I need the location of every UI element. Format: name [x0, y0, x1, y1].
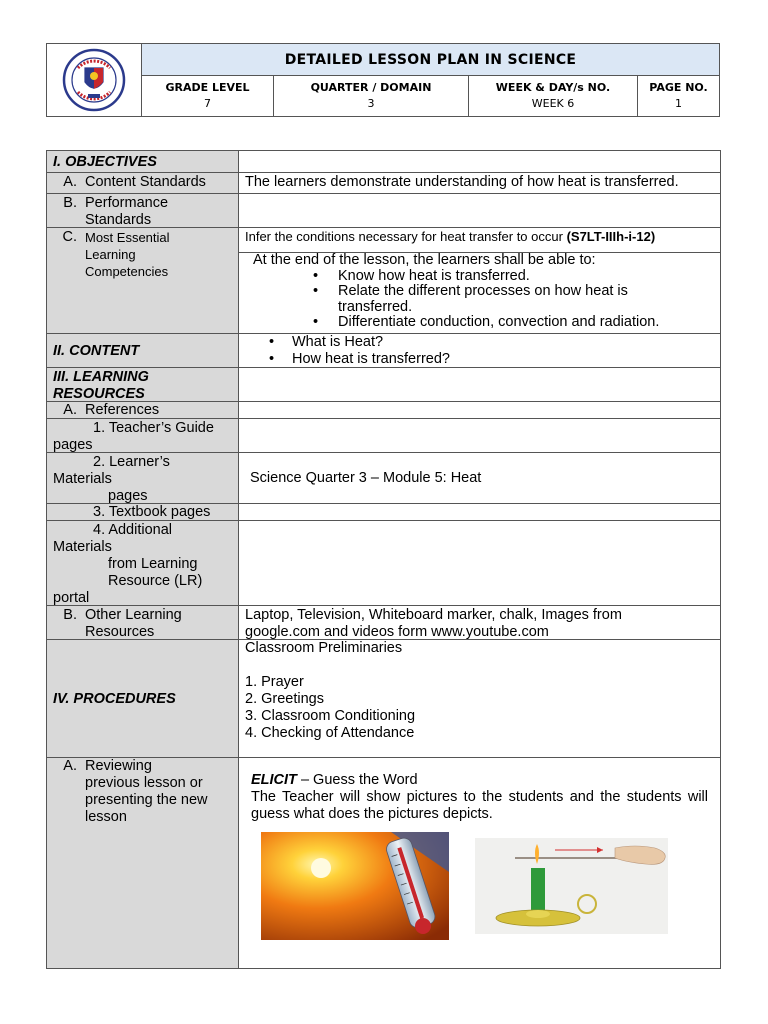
lesson-plan-header: [46, 43, 720, 117]
other-resources-label: Other Learning Resources: [85, 607, 182, 640]
additional-materials-row: [46, 521, 721, 606]
list-item: 1. Prayer: [245, 674, 304, 690]
other-resources-row: B. Other Learning Resources Laptop, Television, Whiteboard marker, chalk, Images from google.com and videos form www.youtube.com: [46, 606, 721, 640]
objectives-heading: I. OBJECTIVES: [47, 151, 239, 172]
deped-seal-icon: [58, 48, 130, 112]
candle-heating-rod-image: [475, 838, 668, 934]
objectives-row: [46, 150, 721, 173]
list-item: • How heat is transferred?: [269, 351, 450, 367]
elicit-text: The Teacher will show pictures to the students and the students will guess what does the pictures depicts.: [251, 789, 708, 822]
list-item: • Know how heat is transferred.: [313, 267, 530, 284]
learners-materials-value: Science Quarter 3 – Module 5: Heat: [250, 469, 482, 486]
procedures-row: [46, 640, 721, 758]
grade-level-cell: GRADE LEVEL 7: [142, 76, 274, 116]
content-row: [46, 334, 721, 368]
textbook-row: [46, 504, 721, 521]
list-item: • Relate the different processes on how heat is: [313, 283, 628, 299]
procedures-heading: IV. PROCEDURES: [47, 640, 239, 757]
melc-row: C. Most Essential Learning Competencies Infer the conditions necessary for heat transfer to occur (S7LT-IIIh-i-12) At the end of the lesson, the learners shall be able to: • Know how heat is transferred. • Relate the different processes on how heat is transferred. • Differentiate conduction, convection and radiation.: [46, 228, 721, 334]
performance-standards-label: Performance Standards: [85, 195, 169, 228]
lesson-plan-table: [46, 150, 721, 969]
teachers-guide-row: [46, 419, 721, 453]
page-number-cell: PAGE NO. 1: [649, 81, 708, 110]
deped-logo: [47, 44, 142, 116]
references-row: A. References: [46, 402, 721, 419]
other-resources-value: Laptop, Television, Whiteboard marker, chalk, Images from google.com and videos form www.youtube.com: [245, 607, 622, 640]
list-item: • Differentiate conduction, convection and radiation.: [313, 314, 660, 330]
list-item: 4. Checking of Attendance: [245, 725, 415, 741]
elicit-heading: ELICIT – Guess the Word: [251, 772, 418, 788]
references-label: References: [85, 402, 160, 418]
learning-resources-row: [46, 368, 721, 402]
review-label: Reviewing previous lesson or presenting the new lesson: [85, 758, 208, 825]
list-item: • What is Heat?: [269, 334, 384, 350]
review-row: A. Reviewing previous lesson or presenting the new lesson ELICIT – Guess the Word The Teacher will show pictures to the students and the students will guess what does the pictures depicts.: [46, 758, 721, 969]
teachers-guide-label: 1. Teacher’s Guide pages: [47, 419, 239, 452]
list-item: 3. Classroom Conditioning: [245, 708, 416, 724]
content-standards-label: Content Standards: [85, 174, 206, 190]
list-item: transferred.: [338, 298, 413, 315]
objectives-list: At the end of the lesson, the learners shall be able to: • Know how heat is transferred. • Relate the different processes on how heat is transferred. • Differentiate conduction, convection and radiation.: [239, 253, 720, 331]
document-title: DETAILED LESSON PLAN IN SCIENCE: [142, 44, 719, 76]
additional-materials-label: 4. Additional Materials from Learning Resource (LR) portal: [47, 521, 239, 605]
learners-materials-label: 2. Learner’s Materials pages: [47, 453, 239, 503]
content-heading: II. CONTENT: [47, 334, 239, 367]
hot-sun-thermometer-image: [261, 832, 449, 940]
content-standards-row: A. Content Standards The learners demonstrate understanding of how heat is transferred.: [46, 173, 721, 194]
melc-label: Most Essential Learning Competencies: [85, 230, 170, 279]
performance-standards-row: B. Performance Standards: [46, 194, 721, 228]
melc-value: Infer the conditions necessary for heat transfer to occur (S7LT-IIIh-i-12): [239, 228, 720, 253]
content-list: [239, 334, 720, 367]
melc-code: (S7LT-IIIh-i-12): [566, 229, 656, 244]
content-standards-value: The learners demonstrate understanding of how heat is transferred.: [245, 174, 679, 190]
learners-materials-row: [46, 453, 721, 504]
performance-standards-value: [239, 194, 720, 227]
quarter-domain-cell: QUARTER / DOMAIN 3: [274, 76, 469, 116]
list-item: 2. Greetings: [245, 691, 324, 707]
preliminaries: Classroom Preliminaries 1. Prayer 2. Greetings 3. Classroom Conditioning 4. Checking of Attendance: [239, 640, 720, 757]
week-day-cell: WEEK & DAY/s NO. WEEK 6: [469, 76, 638, 116]
learning-resources-heading: III. LEARNING RESOURCES: [47, 368, 239, 401]
textbook-label: 3. Textbook pages: [47, 504, 239, 520]
